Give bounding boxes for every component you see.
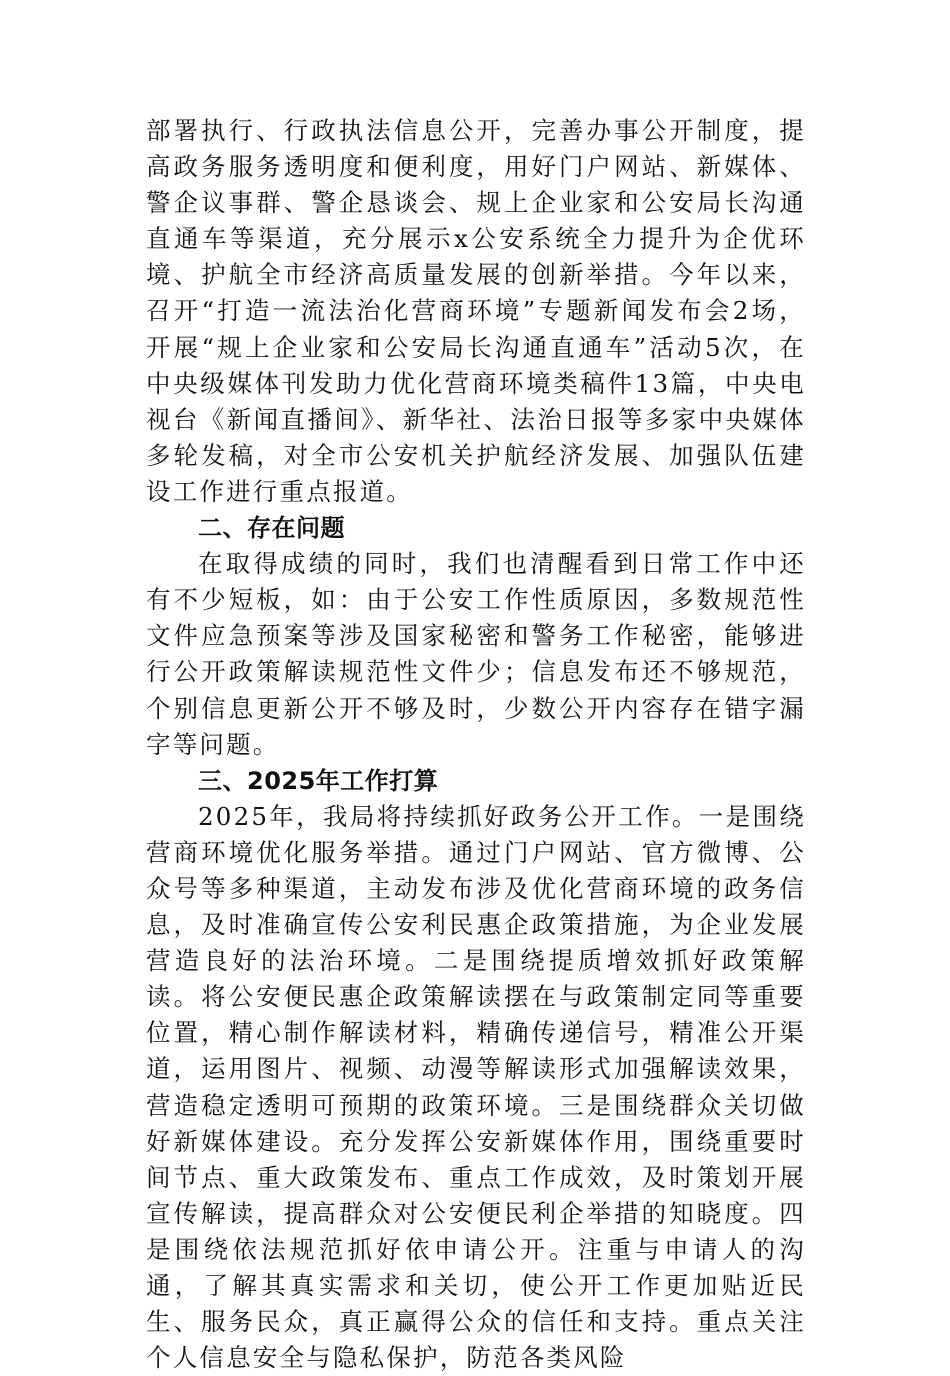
- document-body: [146, 113, 806, 1376]
- paragraph-plan: 2025年，我局将持续抓好政务公开工作。一是围绕营商环境优化服务举措。通过门户网站、官方微博、公众号等多种渠道，主动发布涉及优化营商环境的政务信息，及时准确宣传公安利民惠企政策措施，为企业发展营造良好的法治环境。二是围绕提质增效抓好政策解读。将公安便民惠企政策解读摆在与政策制定同等重要位置，精心制作解读材料，精确传递信号，精准公开渠道，运用图片、视频、动漫等解读形式加强解读效果，营造稳定透明可预期的政策环境。三是围绕群众关切做好新媒体建设。充分发挥公安新媒体作用，围绕重要时间节点、重大政策发布、重点工作成效，及时策划开展宣传解读，提高群众对公安便民利企举措的知晓度。四是围绕依法规范抓好依申请公开。注重与申请人的沟通，了解其真实需求和关切，使公开工作更加贴近民生、服务民众，真正赢得公众的信任和支持。重点关注个人信息安全与隐私保护，防范各类风险: [146, 801, 806, 1373]
- section-heading-plan: 三、2025年工作打算: [198, 766, 439, 795]
- paragraph-problems: 在取得成绩的同时，我们也清醒看到日常工作中还有不少短板，如：由于公安工作性质原因，多数规范性文件应急预案等涉及国家秘密和警务工作秘密，能够进行公开政策解读规范性文件少；信息发布还不够规范，个别信息更新公开不够及时，少数公开内容存在错字漏字等问题。: [146, 549, 806, 759]
- paragraph-continued: 部署执行、行政执法信息公开，完善办事公开制度，提高政务服务透明度和便利度，用好门户网站、新媒体、警企议事群、警企恳谈会、规上企业家和公安局长沟通直通车等渠道，充分展示x公安系统全力提升为企优环境、护航全市经济高质量发展的创新举措。今年以来，召开“打造一流法治化营商环境”专题新闻发布会2场，开展“规上企业家和公安局长沟通直通车”活动5次，在中央级媒体刊发助力优化营商环境类稿件13篇，中央电视台《新闻直播间》、新华社、法治日报等多家中央媒体多轮发稿，对全市公安机关护航经济发展、加强队伍建设工作进行重点报道。: [146, 116, 806, 506]
- section-heading-problems: 二、存在问题: [198, 514, 345, 543]
